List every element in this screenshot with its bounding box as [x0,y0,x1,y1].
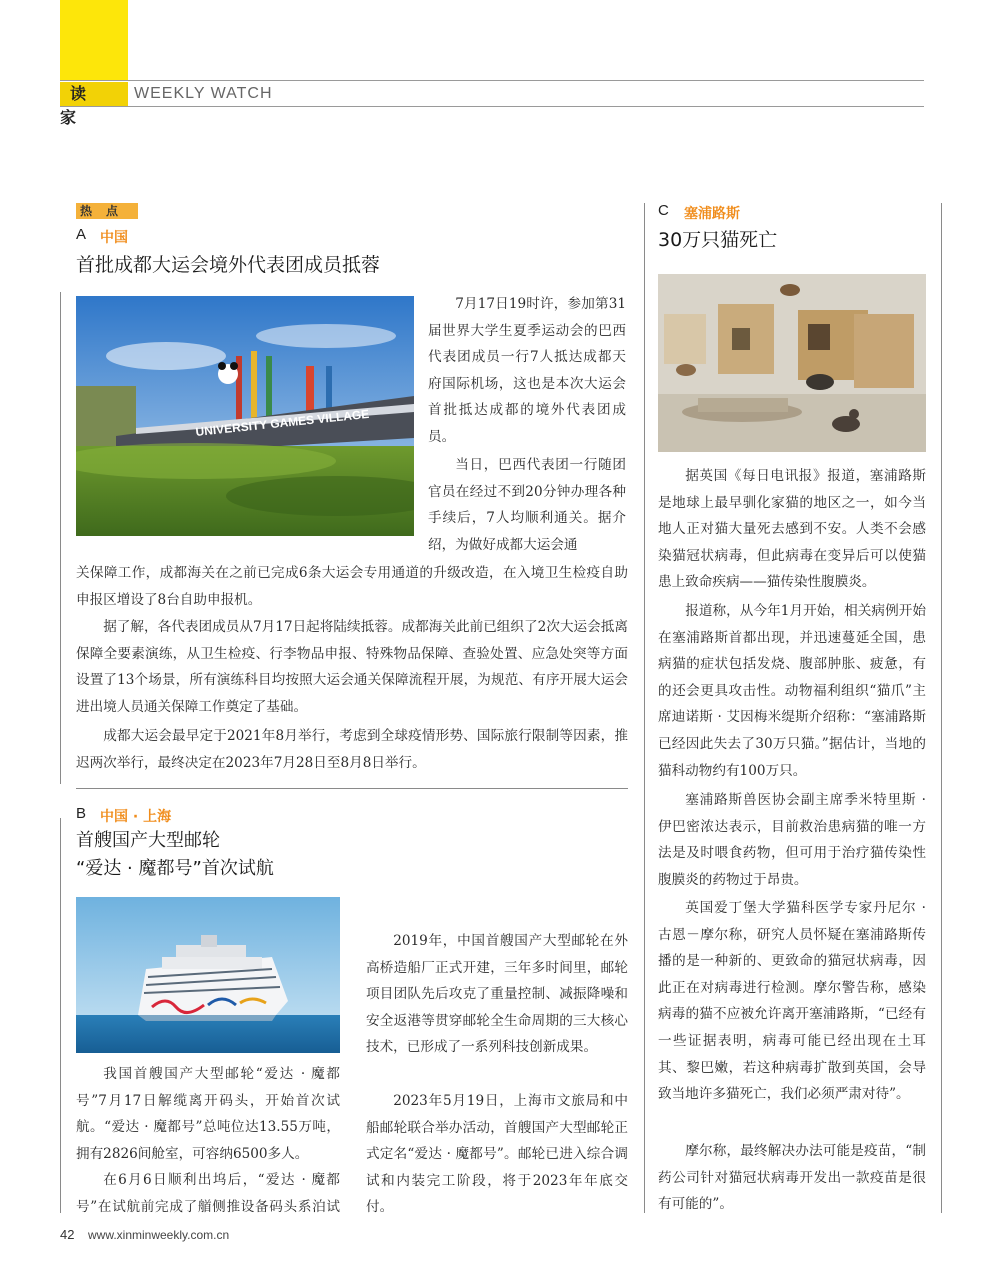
article-c-letter: C [658,202,669,219]
section-label: 读家 [60,82,128,106]
left-edge-rule-b [60,818,61,1213]
article-separator [76,788,628,789]
column-divider [644,203,645,1213]
article-a-letter: A [76,226,87,243]
article-b-letter: B [76,805,87,822]
svg-text:UNIVERSITY GAMES VILLAGE: UNIVERSITY GAMES VILLAGE [194,406,370,439]
article-a-paragraph-4: 成都大运会最早定于2021年8月举行，考虑到全球疫情形势、国际旅行限制等因素，推迟两次举行，最终决定在2023年7月28日至8月8日举行。 [76,728,628,771]
article-a-paragraph-3: 据了解，各代表团成员从7月17日起将陆续抵蓉。成都海关此前已组织了2次大运会抵离保障全要素演练，从卫生检疫、行李物品申报、特殊物品保障、查验处置、应急处突等方面设置了13个场景，所有演练科目均按照大运会通关保障流程开展，为规范、有序开展大运会进出境人员通关保障工作奠定了基础。 [76,619,628,715]
header-bottom-rule [60,106,924,107]
cats-photo-svg [658,274,926,452]
header-yellow-tab [60,0,128,80]
article-c-paragraph-4: 英国爱丁堡大学猫科医学专家丹尼尔 · 古恩－摩尔称，研究人员怀疑在塞浦路斯传播的是一种新的、更致命的猫冠状病毒，因此正在对病毒进行检测。摩尔警告称，感染病毒的猫不应被允许离开塞浦路斯，“已经有一些证据表明，病毒可能已经出现在土耳其、黎巴嫩，若这种病毒扩散到英国，会导致当地许多猫死亡，我们必须严肃对待”。 [658,900,926,1103]
header-top-rule [60,80,924,81]
article-c-paragraph-2: 报道称，从今年1月开始，相关病例开始在塞浦路斯首都出现，并迅速蔓延全国，患病猫的症状包括发烧、腹部肿胀、疲惫，有的还会更具攻击性。动物福利组织“猫爪”主席迪诺斯 · 艾因梅米缇斯介绍称：“塞浦路斯已经因此失去了30万只猫。”据估计，当地的猫科动物约有100万只。 [658,603,926,779]
article-a-paragraph-2b: 关保障工作，成都海关在之前已完成6条大运会专用通道的升级改造，在入境卫生检疫自助申报区增设了8台自助申报机。 [76,565,628,608]
article-b-region: 中国 · 上海 [100,809,172,825]
article-c-headline: 30万只猫死亡 [658,229,778,251]
cruise-ship-photo [76,897,340,1053]
cats-photo [658,274,926,452]
footer-url[interactable]: www.xinminweekly.com.cn [88,1228,230,1242]
athletes-village-photo [76,296,414,536]
athletes-village-photo-svg [76,296,414,536]
article-c-paragraph-5: 摩尔称，最终解决办法可能是疫苗，“制药公司针对猫冠状病毒开发出一款疫苗是很有可能的”。 [658,1143,926,1213]
article-c-paragraph-3: 塞浦路斯兽医协会副主席季米特里斯 · 伊巴密浓达表示，目前救治患病猫的唯一方法是及时喂食药物，但可用于治疗猫传染性腹膜炎的药物过于昂贵。 [658,792,926,888]
section-label-en: WEEKLY WATCH [134,85,273,102]
article-b-paragraph-2: 在6月6日顺利出坞后，“爱达 · 魔都号”在试航前完成了艏侧推设备码头系泊试 [76,1172,340,1215]
article-a-region: 中国 [100,230,128,246]
article-c-paragraph-1: 据英国《每日电讯报》报道，塞浦路斯是地球上最早驯化家猫的地区之一，如今当地人正对猫大量死去感到不安。人类不会感染猫冠状病毒，但此病毒在变异后可以使猫患上致命疾病——猫传染性腹膜炎。 [658,468,926,591]
article-c-region: 塞浦路斯 [684,206,740,222]
left-edge-rule-a [60,292,61,784]
article-b-paragraph-4: 2023年5月19日，上海市文旅局和中船邮轮联合举办活动，首艘国产大型邮轮正式定名“爱达 · 魔都号”。邮轮已进入综合调试和内装完工阶段，将于2023年年底交付。 [366,1093,628,1216]
article-a-paragraph-2a: 当日，巴西代表团一行随团官员在经过不到20分钟办理各种手续后，7人均顺利通关。据介绍，为做好成都大运会通 [428,457,626,553]
article-b-paragraph-1: 我国首艘国产大型邮轮“爱达 · 魔都号”7月17日解缆离开码头，开始首次试航。“爱达 · 魔都号”总吨位达13.55万吨，拥有2826间舱室，可容纳6500多人。 [76,1066,340,1162]
article-a-headline: 首批成都大运会境外代表团成员抵蓉 [76,254,381,276]
article-b-paragraph-3: 2019年，中国首艘国产大型邮轮在外高桥造船厂正式开建，三年多时间里，邮轮项目团队先后攻克了重量控制、减振降噪和安全返港等贯穿邮轮全生命周期的三大核心技术，已形成了一系列科技创新成果。 [366,933,628,1056]
hot-tag: 热点 [76,203,138,219]
article-b-headline-line1: 首艘国产大型邮轮 [76,830,220,851]
right-edge-rule [941,203,942,1213]
cruise-ship-photo-svg [76,897,340,1053]
page-number: 42 [60,1227,75,1242]
article-a-paragraph-1: 7月17日19时许，参加第31届世界大学生夏季运动会的巴西代表团成员一行7人抵达成都天府国际机场，这也是本次大运会首批抵达成都的境外代表团成员。 [428,296,626,445]
article-b-headline-line2: “爱达 · 魔都号”首次试航 [76,858,274,879]
